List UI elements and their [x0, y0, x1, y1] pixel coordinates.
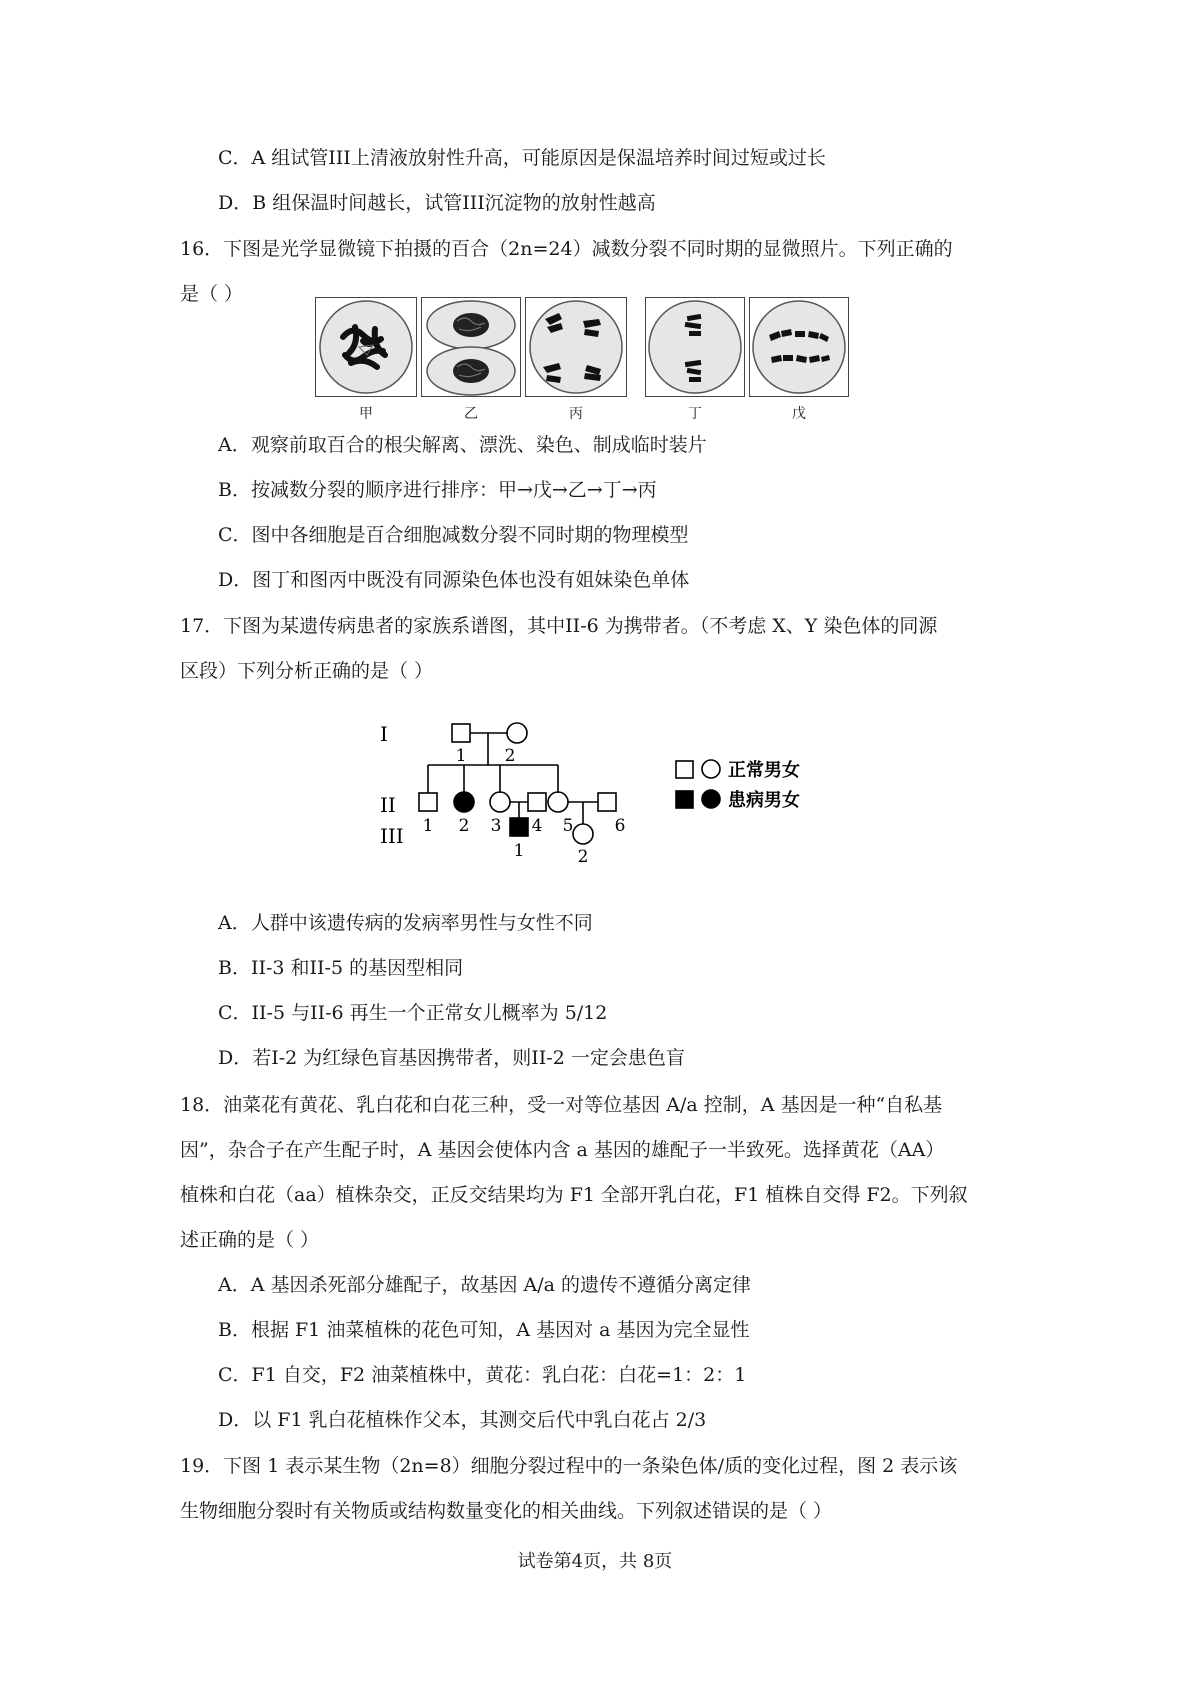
micrograph-label: 甲	[359, 406, 373, 422]
q17-option-b: B．II-3 和II-5 的基因型相同	[218, 957, 464, 979]
q16-stem-line2: 是（ ）	[180, 283, 244, 305]
q18-option-a: A．A 基因杀死部分雄配子，故基因 A/a 的遗传不遵循分离定律	[218, 1274, 752, 1296]
legend-male-affected	[676, 791, 693, 808]
micrograph-bing	[525, 297, 627, 422]
pedigree-female-affected	[454, 792, 474, 812]
generation-label: I	[380, 722, 388, 746]
generation-label: III	[380, 824, 404, 848]
q15-option-c: C．A 组试管III上清液放射性升高，可能原因是保温培养时间过短或过长	[218, 147, 826, 169]
pedigree-male-normal	[598, 793, 616, 811]
micrograph-jia	[315, 297, 417, 422]
q17-stem-line2: 区段）下列分析正确的是（ ）	[180, 660, 434, 682]
legend-male-normal	[676, 761, 693, 778]
q18-stem-line2: 因”，杂合子在产生配子时，A 基因会使体内含 a 基因的雄配子一半致死。选择黄花（AA）	[180, 1139, 945, 1161]
pedigree-number: 2	[577, 847, 589, 867]
pedigree-number: 3	[490, 816, 502, 836]
pedigree-male-normal	[419, 793, 437, 811]
q18-stem-line3: 植株和白花（aa）植株杂交，正反交结果均为 F1 全部开乳白花，F1 植株自交得 F2。下列叙	[180, 1184, 968, 1206]
legend-female-affected	[702, 790, 720, 808]
legend-female-normal	[702, 760, 720, 778]
pedigree-number: 4	[531, 816, 543, 836]
q17-option-d: D．若I-2 为红绿色盲基因携带者，则II-2 一定会患色盲	[218, 1047, 685, 1069]
q18-stem-line1: 18．油菜花有黄花、乳白花和白花三种，受一对等位基因 A/a 控制，A 基因是一种“自私基	[180, 1094, 943, 1116]
pedigree-number: 5	[562, 816, 574, 836]
micrograph-yi	[421, 297, 521, 422]
q17-option-c: C．II-5 与II-6 再生一个正常女儿概率为 5/12	[218, 1002, 608, 1024]
micrograph-strip	[315, 297, 887, 427]
micrograph-ding	[645, 297, 745, 422]
pedigree-male-affected	[510, 818, 528, 836]
q16-option-b: B．按减数分裂的顺序进行排序：甲→戊→乙→丁→丙	[218, 479, 657, 501]
q16-stem-line1: 16．下图是光学显微镜下拍摄的百合（2n=24）减数分裂不同时期的显微照片。下列正确的	[180, 238, 953, 260]
q18-option-d: D．以 F1 乳白花植株作父本，其测交后代中乳白花占 2/3	[218, 1409, 707, 1431]
q15-option-d: D．B 组保温时间越长，试管III沉淀物的放射性越高	[218, 192, 656, 214]
legend-affected-label: 患病男女	[728, 790, 800, 811]
pedigree-number: 1	[513, 841, 525, 861]
legend-normal-label: 正常男女	[728, 760, 800, 781]
q16-option-a: A．观察前取百合的根尖解离、漂洗、染色、制成临时装片	[218, 434, 707, 456]
pedigree-number: 6	[614, 816, 626, 836]
pedigree-number: 1	[455, 746, 467, 766]
q18-option-c: C．F1 自交，F2 油菜植株中，黄花：乳白花：白花=1：2：1	[218, 1364, 747, 1386]
q16-option-c: C．图中各细胞是百合细胞减数分裂不同时期的物理模型	[218, 524, 689, 546]
pedigree-female-normal	[507, 723, 527, 743]
pedigree-male-normal	[452, 724, 470, 742]
generation-label: II	[380, 793, 396, 817]
micrograph-label: 丙	[569, 406, 583, 422]
pedigree-number: 2	[458, 816, 470, 836]
q17-option-a: A．人群中该遗传病的发病率男性与女性不同	[218, 912, 593, 934]
pedigree-female-normal	[573, 824, 593, 844]
pedigree-male-normal	[528, 793, 546, 811]
page-footer: 试卷第4页，共 8页	[517, 1551, 673, 1572]
micrograph-label: 乙	[464, 406, 478, 422]
pedigree-number: 1	[422, 816, 434, 836]
q19-stem-line1: 19．下图 1 表示某生物（2n=8）细胞分裂过程中的一条染色体/质的变化过程，图 2 表示该	[180, 1455, 958, 1477]
micrograph-label: 丁	[688, 406, 702, 422]
micrograph-wu	[749, 297, 849, 422]
q16-option-d: D．图丁和图丙中既没有同源染色体也没有姐妹染色单体	[218, 569, 690, 591]
pedigree-number: 2	[504, 746, 516, 766]
q19-stem-line2: 生物细胞分裂时有关物质或结构数量变化的相关曲线。下列叙述错误的是（ ）	[180, 1500, 833, 1522]
q18-stem-line4: 述正确的是（ ）	[180, 1229, 320, 1251]
pedigree-female-normal	[548, 792, 568, 812]
pedigree-chart	[380, 720, 840, 890]
micrograph-label: 戊	[792, 406, 806, 422]
q17-stem-line1: 17．下图为某遗传病患者的家族系谱图，其中II-6 为携带者。（不考虑 X、Y 染色体的同源	[180, 615, 938, 637]
pedigree-female-normal	[490, 792, 510, 812]
q18-option-b: B．根据 F1 油菜植株的花色可知，A 基因对 a 基因为完全显性	[218, 1319, 750, 1341]
